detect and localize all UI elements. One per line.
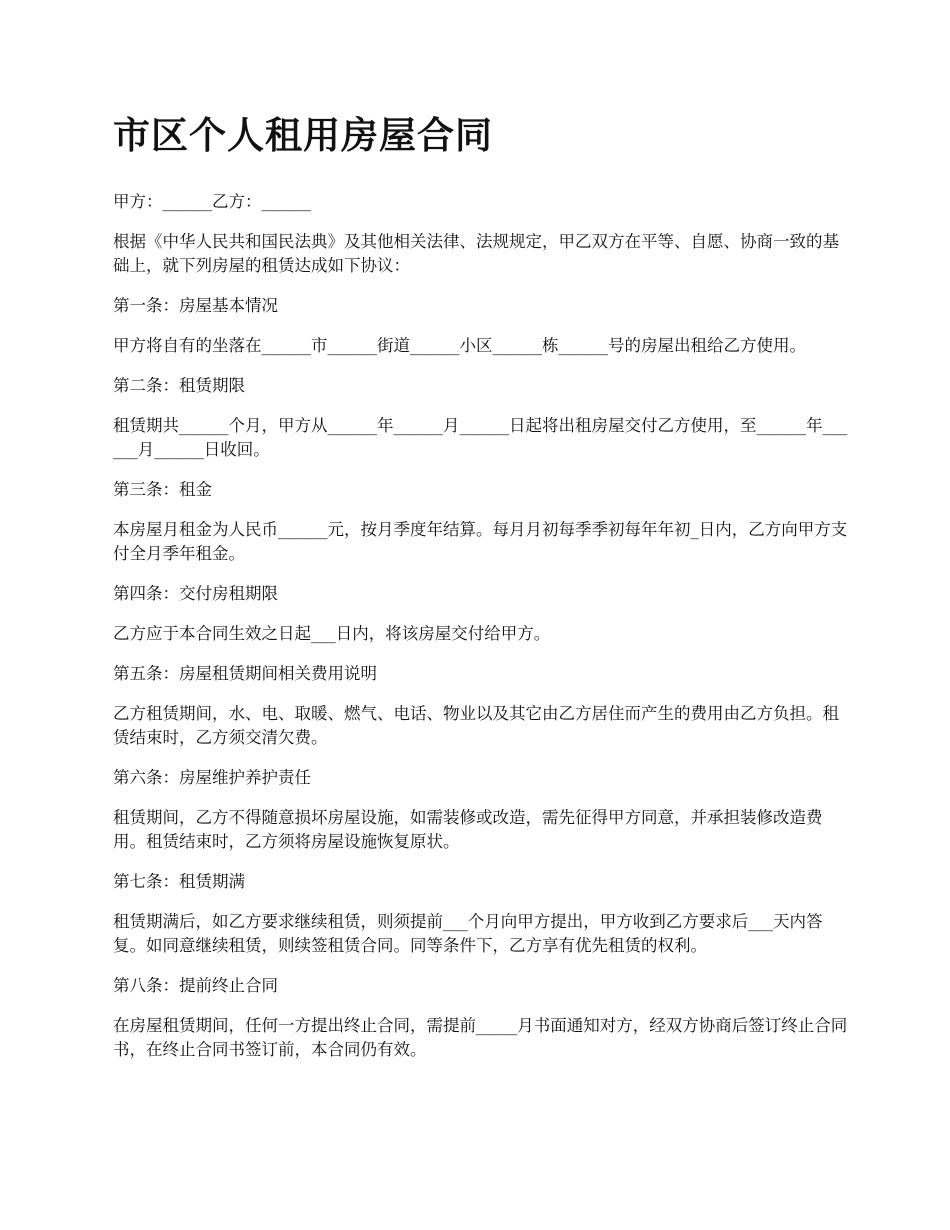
- contract-page: [113, 110, 853, 1078]
- article-5-body: 乙方租赁期间，水、电、取暖、燃气、电话、物业以及其它由乙方居住而产生的费用由乙方负担。租赁结束时，乙方须交清欠费。: [113, 704, 839, 747]
- parties-line: 甲方：______乙方：______: [113, 192, 311, 211]
- article-7-body: 租赁期满后，如乙方要求继续租赁，则须提前___个月向甲方提出，甲方收到乙方要求后___天内答复。如同意继续租赁，则续签租赁合同。同等条件下，乙方享有优先租赁的权利。: [113, 912, 823, 955]
- intro-paragraph: 根据《中华人民共和国民法典》及其他相关法律、法规规定，甲乙双方在平等、自愿、协商一致的基础上，就下列房屋的租赁达成如下协议：: [113, 232, 839, 275]
- article-5-heading: 第五条：房屋租赁期间相关费用说明: [113, 664, 377, 683]
- article-8-heading: 第八条：提前终止合同: [113, 976, 278, 995]
- article-4-body: 乙方应于本合同生效之日起___日内，将该房屋交付给甲方。: [113, 624, 551, 643]
- article-1-heading: 第一条：房屋基本情况: [113, 296, 278, 315]
- article-8-body: 在房屋租赁期间，任何一方提出终止合同，需提前_____月书面通知对方，经双方协商后签订终止合同书，在终止合同书签订前，本合同仍有效。: [113, 1016, 848, 1059]
- article-7-heading: 第七条：租赁期满: [113, 872, 245, 891]
- article-4-heading: 第四条：交付房租期限: [113, 584, 278, 603]
- article-2-heading: 第二条：租赁期限: [113, 376, 245, 395]
- article-3-heading: 第三条：租金: [113, 480, 212, 499]
- article-6-body: 租赁期间，乙方不得随意损坏房屋设施，如需装修或改造，需先征得甲方同意，并承担装修改造费用。租赁结束时，乙方须将房屋设施恢复原状。: [113, 808, 823, 851]
- article-1-body: 甲方将自有的坐落在______市______街道______小区______栋______号的房屋出租给乙方使用。: [113, 336, 806, 355]
- article-3-body: 本房屋月租金为人民币______元，按月季度年结算。每月月初每季季初每年年初_日内，乙方向甲方支付全月季年租金。: [113, 520, 848, 563]
- document-title: 市区个人租用房屋合同: [113, 114, 493, 157]
- article-6-heading: 第六条：房屋维护养护责任: [113, 768, 311, 787]
- article-2-body: 租赁期共______个月，甲方从______年______月______日起将出租房屋交付乙方使用，至______年______月______日收回。: [113, 416, 848, 459]
